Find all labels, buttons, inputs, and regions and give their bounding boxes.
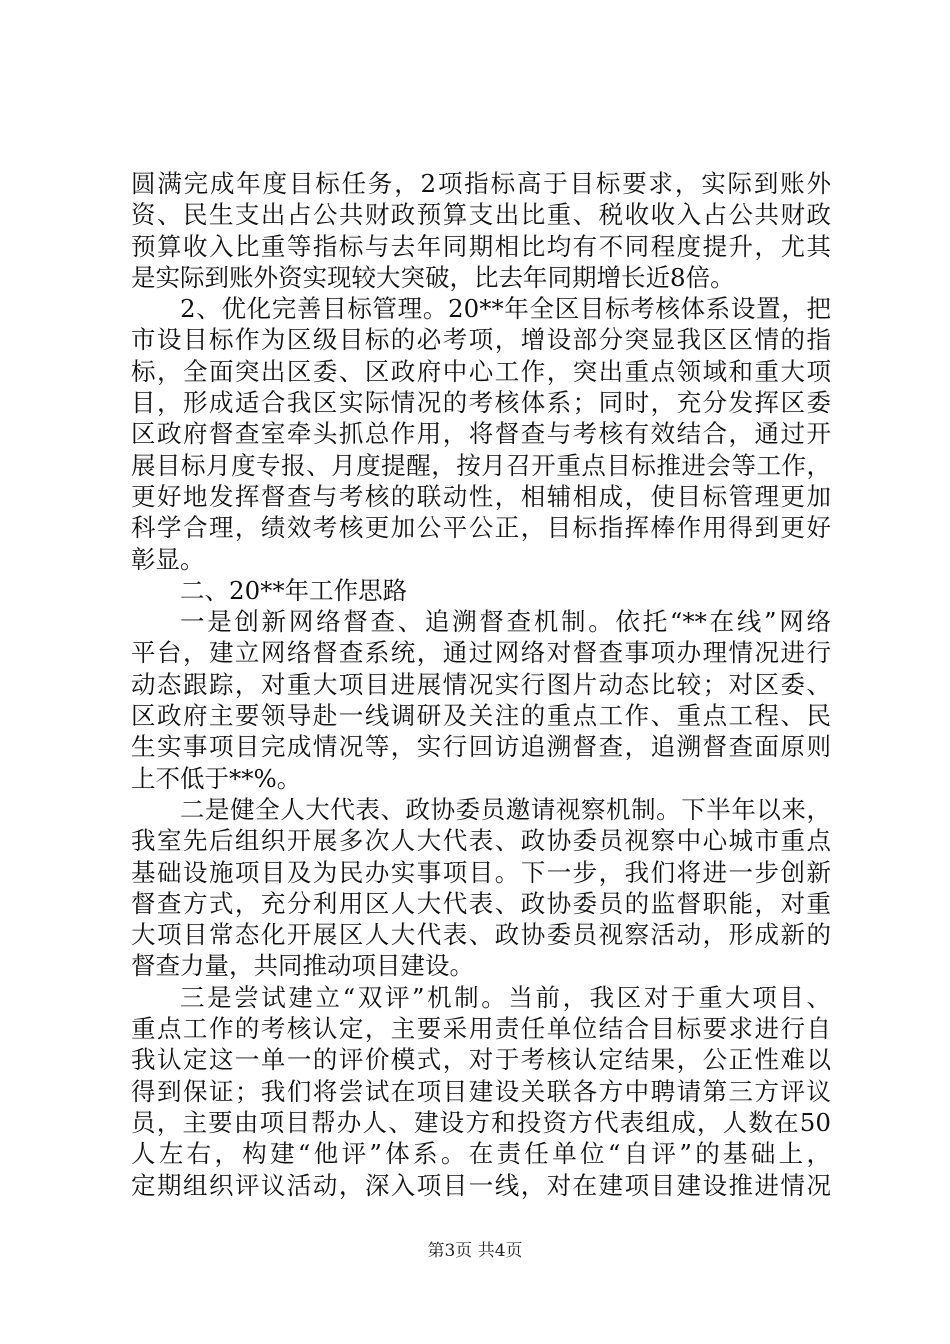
- text-line: 区政府主要领导赴一线调研及关注的重点工作、重点工程、民: [131, 701, 831, 731]
- text-line: 生实事项目完成情况等，实行回访追溯督查，追溯督查面原则: [131, 732, 831, 762]
- text-line: 人左右，构建“他评”体系。在责任单位“自评”的基础上，: [131, 1139, 831, 1169]
- text-line: 展目标月度专报、月度提醒，按月召开重点目标推进会等工作，: [131, 450, 831, 480]
- text-line: 是实际到账外资实现较大突破，比去年同期增长近8倍。: [131, 262, 735, 292]
- text-line: 员，主要由项目帮办人、建设方和投资方代表组成，人数在50: [131, 1107, 831, 1137]
- text-line: 科学合理，绩效考核更加公平公正，目标指挥棒作用得到更好: [131, 513, 831, 543]
- text-line: 资、民生支出占公共财政预算支出比重、税收收入占公共财政: [131, 200, 831, 230]
- text-line: 督查力量，共同推动项目建设。: [131, 951, 474, 981]
- text-line: 平台，建立网络督查系统，通过网络对督查事项办理情况进行: [131, 638, 831, 668]
- text-line: 得到保证；我们将尝试在项目建设关联各方中聘请第三方评议: [131, 1076, 831, 1106]
- document-body: [131, 168, 831, 1201]
- text-line: 我室先后组织开展多次人大代表、政协委员视察中心城市重点: [131, 826, 831, 856]
- text-line: 督查方式，充分利用区人大代表、政协委员的监督职能，对重: [131, 888, 831, 918]
- text-line: 标，全面突出区委、区政府中心工作，突出重点领域和重大项: [131, 356, 831, 386]
- text-line: 我认定这一单一的评价模式，对于考核认定结果，公正性难以: [131, 1045, 831, 1075]
- text-line: 市设目标作为区级目标的必考项，增设部分突显我区区情的指: [131, 325, 831, 355]
- text-line: 预算收入比重等指标与去年同期相比均有不同程度提升，尤其: [131, 231, 831, 261]
- text-line: 二、20**年工作思路: [180, 575, 408, 605]
- text-line: 上不低于**%。: [131, 763, 302, 793]
- text-line: 重点工作的考核认定，主要采用责任单位结合目标要求进行自: [131, 1014, 831, 1044]
- text-line: 定期组织评议活动，深入项目一线，对在建项目建设推进情况: [131, 1170, 831, 1200]
- text-line: 二是健全人大代表、政协委员邀请视察机制。下半年以来，: [180, 794, 831, 824]
- page-footer: 第3页 共4页: [427, 1241, 523, 1261]
- text-line: 区政府督查室牵头抓总作用，将督查与考核有效结合，通过开: [131, 419, 831, 449]
- text-line: 圆满完成年度目标任务，2项指标高于目标要求，实际到账外: [131, 169, 831, 198]
- text-line: 更好地发挥督查与考核的联动性，相辅相成，使目标管理更加: [131, 481, 831, 511]
- text-line: 一是创新网络督查、追溯督查机制。依托“**在线”网络: [180, 607, 831, 637]
- text-line: 动态跟踪，对重大项目进展情况实行图片动态比较；对区委、: [131, 669, 831, 699]
- text-line: 三是尝试建立“双评”机制。当前，我区对于重大项目、: [180, 982, 831, 1012]
- text-line: 目，形成适合我区实际情况的考核体系；同时，充分发挥区委: [131, 388, 831, 418]
- text-line: 彰显。: [131, 544, 205, 574]
- text-line: 2、优化完善目标管理。20**年全区目标考核体系设置，把: [180, 294, 831, 324]
- text-line: 大项目常态化开展区人大代表、政协委员视察活动，形成新的: [131, 920, 831, 950]
- text-line: 基础设施项目及为民办实事项目。下一步，我们将进一步创新: [131, 857, 831, 887]
